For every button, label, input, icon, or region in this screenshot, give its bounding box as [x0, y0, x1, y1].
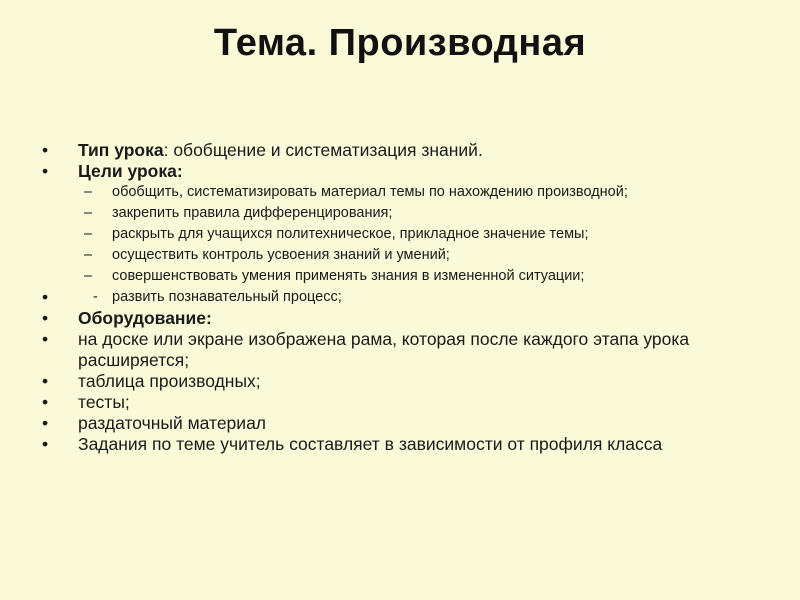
bullet: •: [42, 161, 49, 181]
equipment-item: [0, 371, 800, 392]
equipment-text: тесты;: [78, 392, 130, 412]
equipment-heading: Оборудование:: [78, 308, 212, 328]
slide-content: [0, 140, 800, 455]
goal-text: закрепить правила дифференцирования;: [112, 205, 393, 221]
dash: –: [84, 184, 93, 200]
bullet: •: [42, 392, 49, 412]
goal-item: [0, 224, 800, 245]
bullet: •: [42, 329, 49, 349]
goal-item-extra: [0, 287, 800, 308]
goal-text: раскрыть для учащихся политехническое, прикладное значение темы;: [112, 226, 589, 242]
equipment-item: [0, 329, 800, 371]
bullet: •: [42, 434, 49, 454]
bullet: •: [42, 308, 49, 328]
equipment-text: раздаточный материал: [78, 413, 267, 433]
bullet: •: [42, 413, 49, 433]
bullet: •: [42, 140, 49, 160]
lesson-type-label: Тип урока: [78, 140, 164, 160]
goal-item: [0, 245, 800, 266]
equipment-item: [0, 392, 800, 413]
goal-text: совершенствовать умения применять знания в измененной ситуации;: [112, 268, 585, 284]
equipment-text: на доске или экране изображена рама, которая после каждого этапа урока расширяется;: [78, 329, 690, 370]
equipment-item: [0, 413, 800, 434]
goal-text: развить познавательный процесс;: [112, 289, 342, 305]
equipment-heading-item: [0, 308, 800, 329]
hyphen: -: [93, 289, 98, 305]
dash: –: [84, 205, 93, 221]
goal-text: обобщить, систематизировать материал темы по нахождению производной;: [112, 184, 628, 200]
dash: –: [84, 226, 93, 242]
goals-heading: Цели урока:: [78, 161, 183, 181]
equipment-text: Задания по теме учитель составляет в зависимости от профиля класса: [78, 434, 663, 454]
lesson-type-item: [0, 140, 800, 161]
equipment-text: таблица производных;: [78, 371, 261, 391]
dash: –: [84, 247, 93, 263]
goal-item: [0, 203, 800, 224]
lesson-type-text: : обобщение и систематизация знаний.: [163, 140, 483, 160]
goal-text: осуществить контроль усвоения знаний и умений;: [112, 247, 450, 263]
goal-item: [0, 182, 800, 203]
goals-heading-item: [0, 161, 800, 182]
dash: –: [84, 268, 93, 284]
goal-item: [0, 266, 800, 287]
equipment-item: [0, 434, 800, 455]
slide-title: Тема. Производная: [213, 22, 587, 64]
bullet: •: [42, 287, 49, 307]
bullet: •: [42, 371, 49, 391]
